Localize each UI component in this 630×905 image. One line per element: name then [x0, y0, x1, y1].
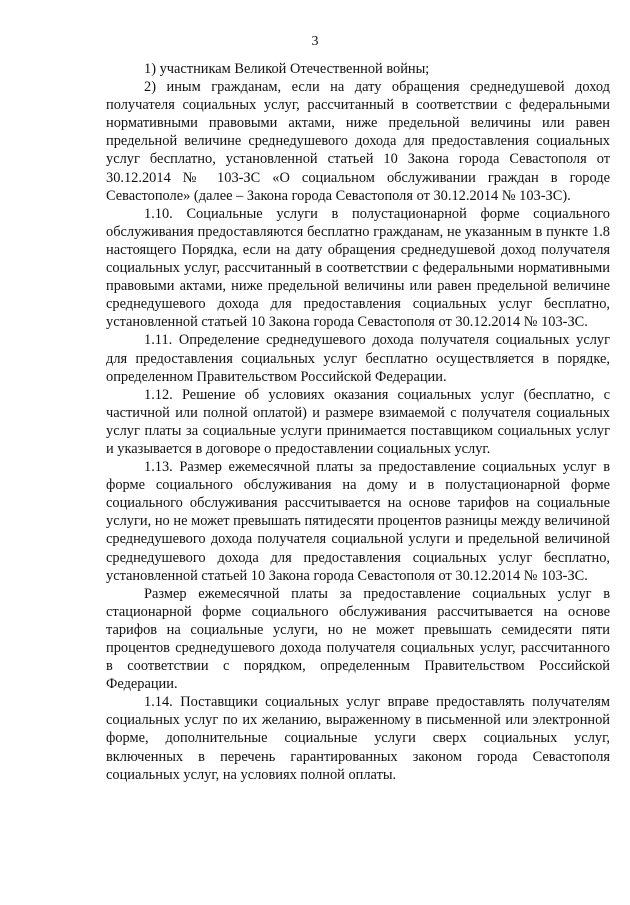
paragraph-1-13: 1.13. Размер ежемесячной платы за предоставление социальных услуг в форме социального обслуживания на дому и в полустационарной форме социального обслуживания рассчитывается на основе тарифов на социальные услуги, но не может превышать пятидесяти процентов разницы между величиной среднедушевого дохода получателя социальной услуги и предельной величиной среднедушевого дохода для предоставления социальных услуг бесплатно, установленной статьей 10 Закона города Севастополя от 30.12.2014 № 103-ЗС.	[106, 459, 610, 584]
paragraph-1: 1) участникам Великой Отечественной войны;	[144, 61, 430, 77]
paragraph-1-14: 1.14. Поставщики социальных услуг вправе предоставлять получателям социальных услуг по их желанию, выраженному в письменной или электронной форме, дополнительные социальные услуги сверх социальных услуг, включенных в перечень гарантированных законом города Севастополя социальных услуг, на условиях полной оплаты.	[106, 694, 610, 783]
paragraph-1-13-continued: Размер ежемесячной платы за предоставление социальных услуг в стационарной форме социального обслуживания рассчитывается на основе тарифов на социальные услуги, но не может превышать семидесяти пяти процентов среднедушевого дохода получателя социальных услуг, рассчитанного в соответствии с порядком, определенным Правительством Российской Федерации.	[106, 585, 610, 693]
document-body	[106, 60, 610, 784]
paragraph-1-11: 1.11. Определение среднедушевого дохода получателя социальных услуг для предоставления социальных услуг бесплатно осуществляется в порядке, определенном Правительством Российской Федерации.	[106, 332, 610, 385]
page-number: 3	[311, 34, 319, 49]
paragraph-2: 2) иным гражданам, если на дату обращения среднедушевой доход получателя социальных услуг, рассчитанный в соответствии с федеральными нормативными правовыми актами, ниже предельной величины или равен предельной величине среднедушевого дохода для предоставления социальных услуг бесплатно, установленной статьей 10 Закона города Севастополя от 30.12.2014 № 103-ЗС «О социальном обслуживании граждан в городе Севастополе» (далее – Закона города Севастополя от 30.12.2014 № 103-ЗС).	[106, 79, 610, 204]
paragraph-1-10: 1.10. Социальные услуги в полустационарной форме социального обслуживания предоставляются бесплатно гражданам, не указанным в пункте 1.8 настоящего Порядка, если на дату обращения среднедушевой доход получателя социальных услуг, рассчитанный в соответствии с федеральными нормативными правовыми актами, ниже предельной величины или равен предельной величине среднедушевого дохода для предоставления социальных услуг бесплатно, установленной статьей 10 Закона города Севастополя от 30.12.2014 № 103-ЗС.	[106, 205, 610, 331]
paragraph-1-12: 1.12. Решение об условиях оказания социальных услуг (бесплатно, с частичной или полной оплатой) и размере взимаемой с получателя социальных услуг платы за социальные услуги принимается поставщиком социальных услуг и указывается в договоре о предоставлении социальных услуг.	[106, 386, 610, 457]
